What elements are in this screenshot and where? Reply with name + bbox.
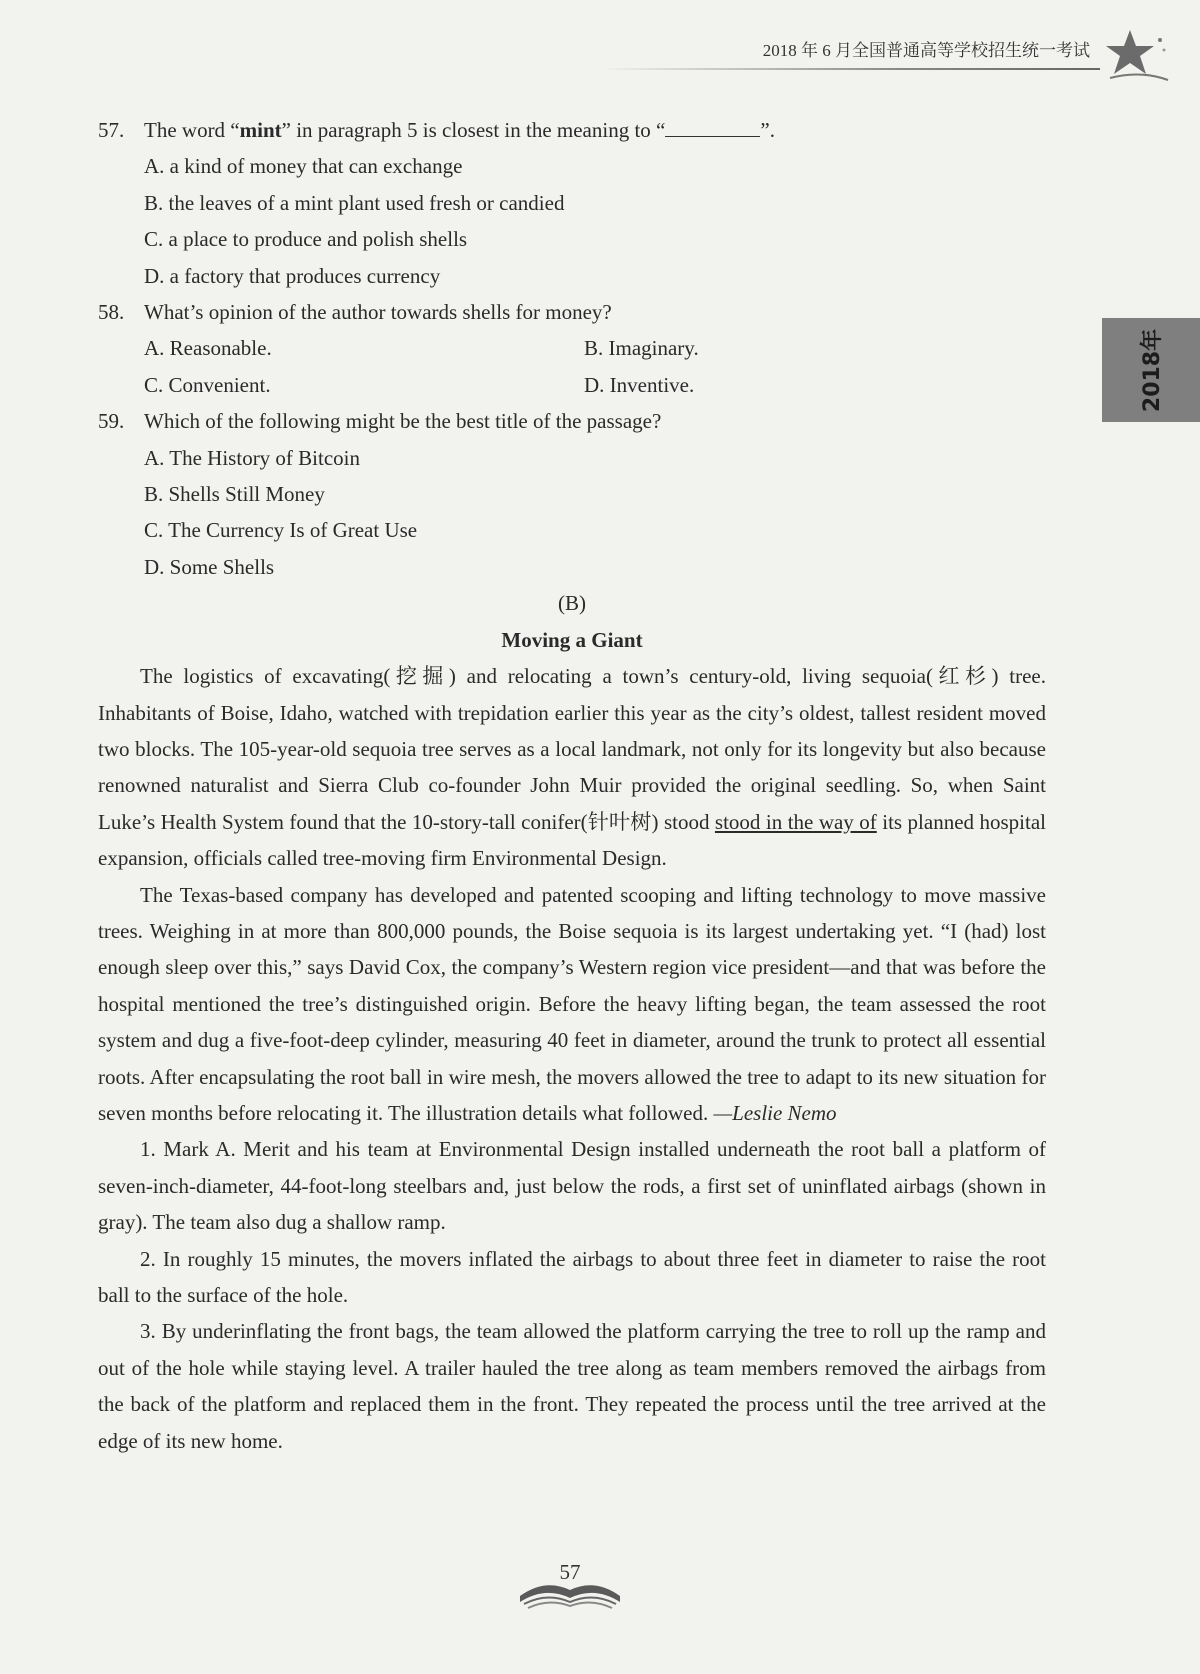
underlined-phrase: stood in the way of — [714, 809, 877, 834]
section-label: (B) — [558, 591, 586, 616]
option-59-d: D. Some Shells — [144, 554, 275, 579]
header-rule — [600, 68, 1100, 70]
option-57-b: B. the leaves of a mint plant used fresh or candied — [144, 190, 565, 215]
passage-step-2: 2. In roughly 15 minutes, the movers inflated the airbags to about three feet in diameter to raise the root ball to the surface of the hole. — [98, 1246, 1046, 1307]
paragraph-text: its planned hospital expansion, officials called tree-moving firm Environmental Design. — [98, 809, 1046, 871]
passage-title: Moving a Giant — [501, 627, 643, 652]
question-stem: What’s opinion of the author towards shells for money? — [144, 300, 612, 325]
passage-step-1: 1. Mark A. Merit and his team at Environmental Design installed underneath the root ball a platform of seven-inch-diameter, 44-foot-long steelbars and, just below the rods, a first set of uninflated airbags (shown in gray). The team also dug a shallow ramp. — [98, 1137, 1046, 1235]
option-row — [98, 330, 1046, 366]
page-content — [98, 112, 1046, 1459]
paragraph-text: The logistics of excavating(挖掘) and relocating a town’s century-old, living sequoia(红杉) tree. Inhabitants of Boise, Idaho, watched with trepidation earlier this year as the city’s oldest, tallest resident moved two blocks. The 105-year-old sequoia tree serves as a local landmark, not only for its longevity but also because renowned naturalist and Sierra Club co-founder John Muir provided the original seedling. So, when Saint Luke’s Health System found that the 10-story-tall conifer(针叶树) stood — [98, 664, 1046, 834]
passage-paragraph — [98, 877, 1046, 1132]
question-57 — [98, 112, 1046, 148]
option-58-b: B. Imaginary. — [584, 336, 699, 361]
option-58-c: C. Convenient. — [144, 372, 271, 397]
year-side-tab — [1102, 318, 1200, 422]
author-credit: —Leslie Nemo — [713, 1100, 837, 1125]
question-stem-post: ” in paragraph 5 is closest in the meaning to “ — [281, 118, 666, 142]
question-stem-pre: The word “ — [144, 118, 240, 142]
option-57-d: D. a factory that produces currency — [144, 263, 441, 288]
option-58-d: D. Inventive. — [584, 372, 695, 397]
question-stem-end: ”. — [760, 118, 775, 142]
question-number: 58. — [98, 300, 125, 325]
question-keyword: mint — [239, 118, 282, 142]
option-57-a: A. a kind of money that can exchange — [144, 154, 463, 179]
passage-step-3: 3. By underinflating the front bags, the team allowed the platform carrying the tree to roll up the ramp and out of the hole while staying level. A trailer hauled the tree along as team members removed the airbags from the back of the platform and replaced them in the front. They repeated the process until the tree arrived at the edge of its new home. — [98, 1319, 1046, 1453]
question-stem: Which of the following might be the best title of the passage? — [144, 409, 662, 434]
option-59-c: C. The Currency Is of Great Use — [144, 518, 418, 543]
question-58 — [98, 294, 1046, 330]
option-59-a: A. The History of Bitcoin — [144, 445, 361, 470]
year-side-tab-label: 2018年 — [1140, 328, 1166, 412]
option-58-a: A. Reasonable. — [144, 336, 272, 361]
option-row — [98, 367, 1046, 403]
option-57-c: C. a place to produce and polish shells — [144, 227, 468, 252]
paragraph-text: The Texas-based company has developed and patented scooping and lifting technology to move massive trees. Weighing in at more than 800,000 pounds, the Boise sequoia is its largest undertaking yet. “I (had) lost enough sleep over this,” says David Cox, the company’s Western region vice president—and that was before the hospital mentioned the tree’s distinguished origin. Before the heavy lifting began, the team assessed the root system and dug a five-foot-deep cylinder, measuring 40 feet in diameter, around the trunk to protect all essential roots. After encapsulating the root ball in wire mesh, the movers allowed the tree to adapt to its new situation for seven months before relocating it. The illustration details what followed. — [98, 882, 1046, 1125]
star-icon — [1100, 26, 1170, 86]
answer-blank — [665, 116, 760, 137]
passage-paragraph — [98, 658, 1046, 876]
question-number: 59. — [98, 409, 125, 434]
question-number: 57. — [98, 118, 125, 142]
running-header: 2018 年 6 月全国普通高等学校招生统一考试 — [762, 41, 1090, 60]
question-59 — [98, 403, 1046, 439]
page-number: 57 — [559, 1560, 581, 1584]
option-59-b: B. Shells Still Money — [144, 482, 325, 507]
